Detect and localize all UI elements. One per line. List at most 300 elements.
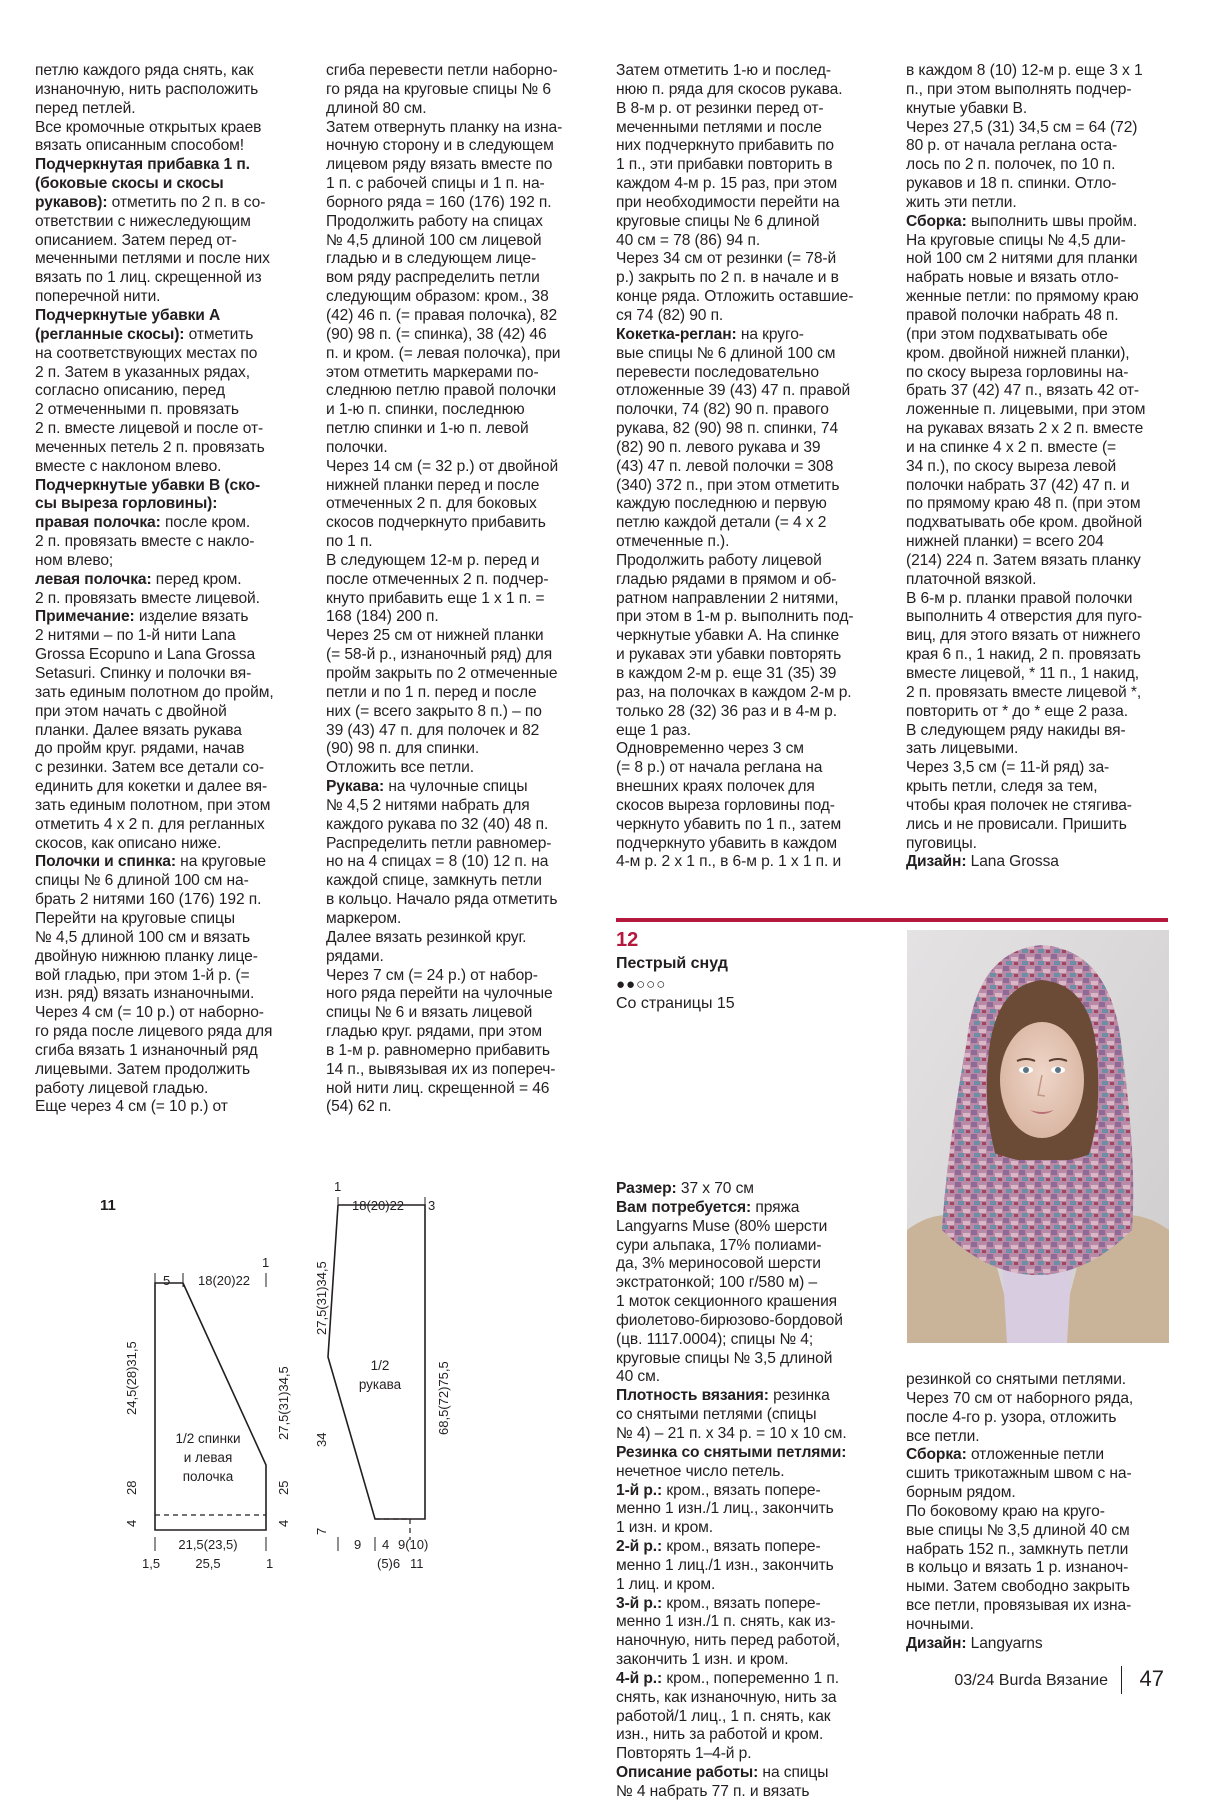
pattern-title: Пестрый снуд <box>616 955 728 972</box>
text-line: работой/1 лиц., 1 п. снять, как <box>616 1707 831 1725</box>
text-line <box>35 175 293 194</box>
text-line: кром. двойной нижней планки), <box>906 344 1130 362</box>
text-line: Затем отвернуть планку на изна- <box>326 118 563 136</box>
sleeve-bottom-c: 9(10) <box>398 1537 429 1552</box>
text-line: Затем отметить 1-ю и послед- <box>616 62 832 79</box>
body-right-middle: 25 <box>276 1480 291 1495</box>
bold-heading: 3-й р.: <box>616 1594 663 1612</box>
text-line: петлю каждой детали (= 4 х 2 <box>616 514 827 532</box>
text-line: рукава, 82 (90) 98 п. спинки, 74 <box>616 420 839 438</box>
body-label-3: полочка <box>182 1469 234 1484</box>
text-line: лицевыми. Затем продолжить <box>35 1060 251 1078</box>
sleeve-piece-schematic <box>314 1179 451 1571</box>
text-run: изделие вязать <box>134 608 249 626</box>
text-line: вязать описанным способом! <box>35 137 245 155</box>
text-line: них подчеркнуто прибавить по <box>616 137 834 155</box>
sleeve-bottom-d: (5)6 <box>377 1556 401 1571</box>
text-line: Через 14 см (= 32 р.) от двойной <box>326 457 559 475</box>
text-line: ратном направлении 2 нитями, <box>616 589 839 607</box>
text-line <box>35 608 293 627</box>
sleeve-bottom-a: 9 <box>354 1537 362 1552</box>
text-line: вместе с наклоном влево. <box>35 457 222 475</box>
text-line: согласно описанию, перед <box>35 382 225 400</box>
text-line <box>616 326 874 345</box>
text-line: при этом начать с двойной <box>35 702 227 720</box>
text-line: гладью и в следующем лице- <box>326 250 537 268</box>
text-line: кнуто прибавить еще 1 х 1 п. = <box>326 589 545 607</box>
bold-heading: Рукава: <box>326 778 385 796</box>
text-column-2 <box>326 62 584 1117</box>
text-line: поперечной нити. <box>35 288 161 306</box>
text-line: круговые спицы № 6 длиной <box>616 212 820 230</box>
text-run: перед кром. <box>151 570 242 588</box>
text-line: и на спинке 4 х 2 п. вместе (= <box>906 438 1117 456</box>
text-line: Через 25 см от нижней планки <box>326 627 544 645</box>
text-line: Повторять 1–4-й р. <box>616 1745 752 1763</box>
text-line: (54) 62 п. <box>326 1098 392 1116</box>
text-line: вместе лицевой, * 11 п., 1 накид, <box>906 665 1139 682</box>
text-line: выполнить 4 отверстия для пуго- <box>906 608 1142 626</box>
text-line: По боковому краю на круго- <box>906 1502 1105 1520</box>
text-line: 1 п. с рабочей спицы и 1 п. на- <box>326 175 545 193</box>
text-line: изн. ряд) вязать изнаночными. <box>35 985 255 1003</box>
sleeve-left-middle: 34 <box>314 1432 329 1447</box>
text-line: двойную нижнюю планку лице- <box>35 947 258 965</box>
text-line: каждой спице, замкнуть петли <box>326 872 542 890</box>
text-line: 2 отмеченными п. провязать <box>35 401 239 419</box>
text-line: со снятыми петлями (спицы <box>616 1406 817 1424</box>
body-bottom-b: 25,5 <box>195 1556 221 1571</box>
text-line: менно 1 изн./1 лиц., закончить <box>616 1500 834 1518</box>
bold-heading: сы выреза горловины): <box>35 495 218 513</box>
text-line <box>35 571 293 590</box>
text-run: пряжа <box>751 1198 800 1216</box>
bold-heading: Описание работы: <box>616 1764 759 1782</box>
snood-model-photo <box>907 930 1169 1343</box>
text-line: перевести последовательно <box>616 363 819 381</box>
text-line: 2 п. Затем в указанных рядах, <box>35 363 250 381</box>
text-line: 40 см. <box>616 1368 660 1386</box>
text-run: на спицы <box>758 1764 829 1782</box>
text-line: зать единым полотном, при этом <box>35 796 271 814</box>
text-line: при необходимости перейти на <box>616 193 840 211</box>
text-line: них (= всего закрыто 8 п.) – по <box>326 702 542 720</box>
text-line: Распределить петли равномер- <box>326 834 552 852</box>
text-line: 1 лиц. и кром. <box>616 1575 716 1593</box>
text-line: (82) 90 п. левого рукава и 39 <box>616 438 821 456</box>
text-line: скосов выреза горловины под- <box>616 796 835 814</box>
bold-heading: Подчеркнутая прибавка 1 п. <box>35 156 250 174</box>
text-line <box>616 1538 874 1557</box>
text-line: резинкой со снятыми петлями. <box>906 1371 1127 1388</box>
text-line: на соответствующих местах по <box>35 344 258 362</box>
bold-heading: 2-й р.: <box>616 1538 663 1556</box>
text-line: еще 1 раз. <box>616 721 691 739</box>
text-line: В следующем 12-м р. перед и <box>326 551 540 569</box>
text-line: подчеркнуто убавить в каждом <box>616 834 837 852</box>
text-line: В 6-м р. планки правой полочки <box>906 589 1133 607</box>
text-line: лось по 2 п. полочек, по 10 п. <box>906 156 1116 174</box>
bold-heading: (боковые скосы и скосы <box>35 175 224 193</box>
text-line: менно 1 изн./1 п. снять, как из- <box>616 1613 836 1631</box>
text-line: наночную, нить перед работой, <box>616 1632 840 1650</box>
sleeve-bottom-b: 4 <box>382 1537 390 1552</box>
sleeve-label-2: рукава <box>358 1377 402 1392</box>
text-line: в каждом 8 (10) 12-м р. еще 3 х 1 <box>906 62 1143 79</box>
text-line: зать единым полотном до пройм, <box>35 683 274 701</box>
sleeve-label-1: 1/2 <box>370 1358 390 1373</box>
text-line: меченными петлями и после них <box>35 250 270 268</box>
text-line: виц, для этого вязать от нижнего <box>906 627 1141 645</box>
text-line: 14 п., вывязывая их из попереч- <box>326 1060 556 1078</box>
text-line: и 1-ю п. спинки, последнюю <box>326 401 525 419</box>
body-bottom-left: 1,5 <box>142 1556 161 1571</box>
body-piece-schematic <box>124 1255 291 1571</box>
text-line: полочки. <box>326 438 388 456</box>
text-line: круговые спицы № 3,5 длиной <box>616 1349 833 1367</box>
text-line: ной нити лиц. скрещенной = 46 <box>326 1079 550 1097</box>
bold-heading: (регланные скосы): <box>35 325 185 343</box>
text-line: нижней планки перед и после <box>326 476 540 494</box>
text-line: длиной 80 см. <box>326 99 427 117</box>
text-line: 80 р. от начала реглана оста- <box>906 137 1118 155</box>
text-line: полочки набрать 37 (42) 47 п. и <box>906 476 1130 494</box>
bold-heading: Вам потребуется: <box>616 1198 752 1216</box>
text-line: 34 п.), по скосу выреза левой <box>906 457 1117 475</box>
schematic-diagram-11 <box>90 1175 510 1605</box>
text-line: кнутые убавки В. <box>906 99 1028 117</box>
text-line: все петли. <box>906 1427 980 1445</box>
text-line: и рукавах эти убавки повторять <box>616 646 842 664</box>
text-line: 1 моток секционного крашения <box>616 1293 838 1311</box>
bold-heading: Плотность вязания: <box>616 1387 769 1405</box>
text-line: по прямому краю 48 п. (при этом <box>906 495 1141 513</box>
text-run: отметить по 2 п. в со- <box>107 193 266 211</box>
text-line: рядами. <box>326 947 384 965</box>
bold-heading: 1-й р.: <box>616 1481 663 1499</box>
body-right-bottom: 4 <box>276 1519 291 1527</box>
bold-heading: Полочки и спинка: <box>35 853 176 871</box>
text-line <box>326 778 584 797</box>
text-line: борным рядом. <box>906 1484 1016 1502</box>
sleeve-right: 68,5(72)75,5 <box>436 1361 451 1435</box>
text-line: платочной вязкой. <box>906 570 1037 588</box>
text-line: ложенные п. лицевыми, при этом <box>906 401 1146 419</box>
text-line: сгиба вязать 1 изнаночный ряд <box>35 1041 258 1059</box>
bold-heading: Кокетка-реглан: <box>616 325 737 343</box>
text-line: описанием. Затем перед от- <box>35 231 237 249</box>
text-line: закончить 1 изн. и кром. <box>616 1651 789 1669</box>
body-top-a: 5 <box>163 1273 171 1288</box>
text-line <box>906 213 1168 232</box>
bold-heading: Подчеркнутые убавки В (ско- <box>35 476 261 494</box>
text-line: гладью рядами в прямом и об- <box>616 570 837 588</box>
text-run: после кром. <box>160 514 251 532</box>
text-run: на круго- <box>736 325 804 343</box>
text-line: (43) 47 п. левой полочки = 308 <box>616 457 834 475</box>
text-line: правой полочки набрать 48 п. <box>906 306 1119 324</box>
text-line: брать 37 (42) 47 п., вязать 42 от- <box>906 382 1139 400</box>
text-line: все петли, провязывая их изна- <box>906 1597 1132 1615</box>
text-line: 2 п. провязать вместе с накло- <box>35 533 255 551</box>
text-line: лись и не провисали. Пришить <box>906 815 1127 833</box>
text-line: (при этом подхватывать обе <box>906 325 1108 343</box>
text-line: отмеченных 2 п. для боковых <box>326 495 537 513</box>
text-line: полочки, 74 (82) 90 п. правого <box>616 401 829 419</box>
text-line: в 1-м р. равномерно прибавить <box>326 1041 550 1059</box>
bold-heading: левая полочка: <box>35 570 152 588</box>
text-line: сшить трикотажным швом с на- <box>906 1465 1132 1483</box>
text-run: Lana Grossa <box>966 853 1059 871</box>
text-line: конце ряда. Отложить оставшие- <box>616 288 854 306</box>
text-line: вязать по 1 лиц. скрещенной из <box>35 269 262 287</box>
text-line <box>35 326 293 345</box>
pattern-12-column-1 <box>616 1180 874 1802</box>
text-line: Перейти на круговые спицы <box>35 909 235 927</box>
text-line: 2 п. вместе лицевой и после от- <box>35 420 264 438</box>
text-line: Через 70 см от наборного ряда, <box>906 1389 1134 1407</box>
text-line: зать лицевыми. <box>906 740 1019 758</box>
body-top-b: 18(20)22 <box>198 1273 251 1288</box>
text-line: № 4,5 2 нитями набрать для <box>326 796 530 814</box>
text-line: ответствии с нижеследующим <box>35 212 251 230</box>
text-line: работу лицевой гладью. <box>35 1079 209 1097</box>
body-left-bottom: 4 <box>124 1519 139 1527</box>
text-line: планки. Далее вязать рукава <box>35 721 242 739</box>
text-line: чтобы края полочек не стягива- <box>906 796 1132 814</box>
text-line: каждого рукава по 32 (40) 48 п. <box>326 815 549 833</box>
text-line: Одновременно через 3 см <box>616 740 804 758</box>
text-line: ночную сторону и в следующем <box>326 137 554 155</box>
text-line <box>35 514 293 533</box>
text-line: маркером. <box>326 909 402 927</box>
bold-heading: Сборка: <box>906 212 967 230</box>
text-line: Продолжить работу лицевой <box>616 551 822 569</box>
text-line: на рукавах вязать 2 х 2 п. вместе <box>906 420 1144 438</box>
text-line: каждом 4-м р. 15 раз, при этом <box>616 175 838 193</box>
text-line <box>906 853 1168 872</box>
text-line: ночными. <box>906 1615 974 1633</box>
text-line: п. и кром. (= левая полочка), при <box>326 344 561 362</box>
text-line <box>616 1670 874 1689</box>
pattern-number: 12 <box>616 929 639 951</box>
text-line: (цв. 1117.0004); спицы № 4; <box>616 1330 814 1348</box>
text-line: менно 1 лиц./1 изн., закончить <box>616 1556 834 1574</box>
text-line <box>616 1482 874 1501</box>
text-column-1 <box>35 62 293 1117</box>
text-run: резинка <box>768 1387 830 1405</box>
text-line <box>35 156 293 175</box>
text-run: отметить <box>184 325 254 343</box>
text-line: вом ряду распределить петли <box>326 269 540 287</box>
text-line: этом отметить маркерами по- <box>326 363 539 381</box>
text-line: следнюю петлю правой полочки <box>326 382 557 400</box>
text-line: при этом в 1-м р. выполнить под- <box>616 608 854 626</box>
text-column-3 <box>616 62 874 872</box>
text-line: нечетное число петель. <box>616 1462 785 1480</box>
body-top-c: 1 <box>262 1255 270 1270</box>
text-line: п., при этом выполнять подчер- <box>906 80 1132 98</box>
from-page: Со страницы 15 <box>616 995 735 1012</box>
bold-heading: правая полочка: <box>35 514 161 532</box>
text-line: после отмеченных 2 п. подчер- <box>326 570 549 588</box>
text-line: 40 см = 78 (86) 94 п. <box>616 231 761 249</box>
text-line <box>616 1444 874 1463</box>
text-run: Langyarns <box>966 1634 1043 1652</box>
text-line: Через 34 см от резинки (= 78-й <box>616 250 837 268</box>
pattern-12-column-2 <box>906 1371 1168 1654</box>
text-line: до пройм круг. рядами, начав <box>35 740 245 758</box>
text-line <box>35 495 293 514</box>
footer-divider <box>1121 1666 1122 1694</box>
text-line: борного ряда = 160 (176) 192 п. <box>326 193 552 211</box>
text-line: (= 58-й р., изнаночный ряд) для <box>326 646 553 664</box>
text-line: Продолжить работу на спицах <box>326 212 543 230</box>
text-line: каждую последнюю и первую <box>616 495 827 513</box>
text-line: набрать новые и вязать отло- <box>906 269 1119 287</box>
text-line: № 4,5 длиной 100 см и вязать <box>35 928 251 946</box>
text-line: меченных петель 2 п. провязать <box>35 438 265 456</box>
text-line: петлю каждого ряда снять, как <box>35 62 254 79</box>
bold-heading: Дизайн: <box>906 1634 967 1652</box>
text-line: (90) 98 п. (= спинка), 38 (42) 46 <box>326 325 547 343</box>
sleeve-bottom-e: 11 <box>410 1556 424 1571</box>
sleeve-top-c: 3 <box>428 1198 436 1213</box>
text-line: раз, на полочках в каждом 2-м р. <box>616 683 852 701</box>
text-line: изнаночную, нить расположить <box>35 80 259 98</box>
text-run: на круговые <box>175 853 267 871</box>
text-line: № 4,5 длиной 100 см лицевой <box>326 231 542 249</box>
text-line: крыть петли, следя за тем, <box>906 778 1098 796</box>
text-line: (90) 98 п. для спинки. <box>326 740 480 758</box>
text-line: ся 74 (82) 90 п. <box>616 306 724 324</box>
sleeve-left-bottom: 7 <box>314 1527 329 1535</box>
text-line: вые спицы № 6 длиной 100 см <box>616 344 836 362</box>
text-line: петли и по 1 п. перед и после <box>326 683 537 701</box>
sleeve-top-b: 18(20)22 <box>352 1198 405 1213</box>
text-line: спицы № 6 длиной 100 см на- <box>35 872 249 890</box>
body-bottom-a: 21,5(23,5) <box>178 1537 238 1552</box>
text-line: пуговицы. <box>906 834 977 852</box>
text-line: отметить 4 х 2 п. для регланных <box>35 815 265 833</box>
text-line: сгиба перевести петли наборно- <box>326 62 558 79</box>
difficulty-rating: ●●○○○ <box>616 976 667 993</box>
text-line: перед петлей. <box>35 99 136 117</box>
text-line: женные петли: по прямому краю <box>906 288 1139 306</box>
text-line <box>616 1764 874 1783</box>
bold-heading: 4-й р.: <box>616 1669 663 1687</box>
bold-heading: Примечание: <box>35 608 135 626</box>
text-run: отложенные петли <box>966 1446 1104 1464</box>
text-line: скосов, как описано ниже. <box>35 834 222 852</box>
text-line: го ряда на круговые спицы № 6 <box>326 80 551 98</box>
bold-heading: Размер: <box>616 1180 677 1197</box>
text-line: № 4) – 21 п. х 34 р. = 10 х 10 см. <box>616 1424 847 1442</box>
text-line: ного ряда перейти на чулочные <box>326 985 553 1003</box>
text-line <box>35 477 293 496</box>
snood-photo-illustration <box>907 930 1169 1343</box>
text-line: Через 4 см (= 10 р.) от наборно- <box>35 1004 264 1022</box>
text-line: ной 100 см 2 нитями для планки <box>906 250 1138 268</box>
text-line: Еще через 4 см (= 10 р.) от <box>35 1098 228 1116</box>
sleeve-left-upper: 27,5(31)34,5 <box>314 1261 329 1335</box>
text-line: пройм закрыть по 2 отмеченные <box>326 665 558 682</box>
text-line: 1 изн. и кром. <box>616 1519 714 1537</box>
text-line: отмеченные п.). <box>616 533 730 551</box>
text-line: вой гладью, при этом 1-й р. (= <box>35 966 250 984</box>
text-line: Grossa Ecopuno и Lana Grossa <box>35 646 256 664</box>
text-line: единить для кокетки и далее вя- <box>35 778 268 796</box>
text-line: в кольцо. Начало ряда отметить <box>326 891 558 909</box>
text-line: края 6 п., 1 накид, 2 п. провязать <box>906 646 1141 664</box>
text-line: Через 7 см (= 24 р.) от набор- <box>326 966 538 984</box>
text-line <box>906 1446 1168 1465</box>
text-run: на чулочные спицы <box>384 778 528 796</box>
text-line: В 8-м р. от резинки перед от- <box>616 99 824 117</box>
text-run: выполнить швы пройм. <box>966 212 1138 230</box>
text-line: (214) 224 п. Затем вязать планку <box>906 551 1141 569</box>
text-line: 2 п. провязать вместе лицевой. <box>35 589 260 607</box>
text-line: скосов подчеркнуто прибавить <box>326 514 546 532</box>
issue-label: 03/24 Burda Вязание <box>954 1672 1108 1689</box>
text-line: с резинки. Затем все детали со- <box>35 759 264 777</box>
sleeve-top-a: 1 <box>334 1179 342 1194</box>
text-line: гладью круг. рядами, при этом <box>326 1023 542 1041</box>
text-line: (340) 372 п., при этом отметить <box>616 476 840 494</box>
text-line: 2 нитями – по 1-й нити Lana <box>35 627 236 645</box>
text-line: повторить от * до * еще 2 раза. <box>906 702 1128 720</box>
text-run: кром., вязать попере- <box>662 1481 821 1499</box>
text-line: ными. Затем свободно закрыть <box>906 1578 1130 1596</box>
text-line: черкнуто убавить по 1 п., затем <box>616 815 842 833</box>
body-right-upper: 27,5(31)34,5 <box>276 1366 291 1440</box>
text-line: по скосу выреза горловины на- <box>906 363 1129 381</box>
text-line <box>35 194 293 213</box>
text-line: жить эти петли. <box>906 193 1017 211</box>
text-line: 168 (184) 200 п. <box>326 608 439 626</box>
text-line: нюю п. ряда для скосов рукава. <box>616 80 843 98</box>
page-footer <box>920 1666 1170 1698</box>
text-line: 2 п. провязать вместе лицевой *, <box>906 683 1142 701</box>
body-label-1: 1/2 спинки <box>175 1431 241 1446</box>
page-number: 47 <box>1139 1666 1164 1691</box>
text-line: фиолетово-бирюзово-бордовой <box>616 1311 843 1329</box>
text-line: Через 27,5 (31) 34,5 см = 64 (72) <box>906 118 1138 136</box>
text-line: снять, как изнаночную, нить за <box>616 1688 837 1706</box>
text-line: 39 (43) 47 п. для полочек и 82 <box>326 721 540 739</box>
text-line: подхватывать обе кром. двойной <box>906 514 1143 532</box>
text-column-4 <box>906 62 1168 872</box>
text-line: р.) закрыть по 2 п. в начале и в <box>616 269 839 287</box>
text-line: (42) 46 п. (= правая полочка), 82 <box>326 306 558 324</box>
bold-heading: Сборка: <box>906 1446 967 1464</box>
text-line: спицы № 6 и вязать лицевой <box>326 1004 533 1022</box>
body-left-middle: 28 <box>124 1480 139 1495</box>
text-line: (= 8 р.) от начала реглана на <box>616 759 823 777</box>
text-line: № 4 набрать 77 п. и вязать <box>616 1783 810 1800</box>
text-line: отложенные 39 (43) 47 п. правой <box>616 382 851 400</box>
text-line: Setasuri. Спинку и полочки вя- <box>35 665 252 682</box>
text-run: кром., вязать попере- <box>662 1594 821 1612</box>
text-line <box>616 1595 874 1614</box>
text-line: в кольцо и вязать 1 р. изнаноч- <box>906 1559 1129 1577</box>
text-line: сури альпака, 17% полиами- <box>616 1236 822 1254</box>
text-line: Langyarns Muse (80% шерсти <box>616 1217 828 1235</box>
text-line: в каждом 2-м р. еще 31 (35) 39 <box>616 665 837 682</box>
text-line: набрать 152 п., замкнуть петли <box>906 1540 1129 1558</box>
text-line: Все кромочные открытых краев <box>35 118 262 136</box>
text-line: Отложить все петли. <box>326 759 474 777</box>
